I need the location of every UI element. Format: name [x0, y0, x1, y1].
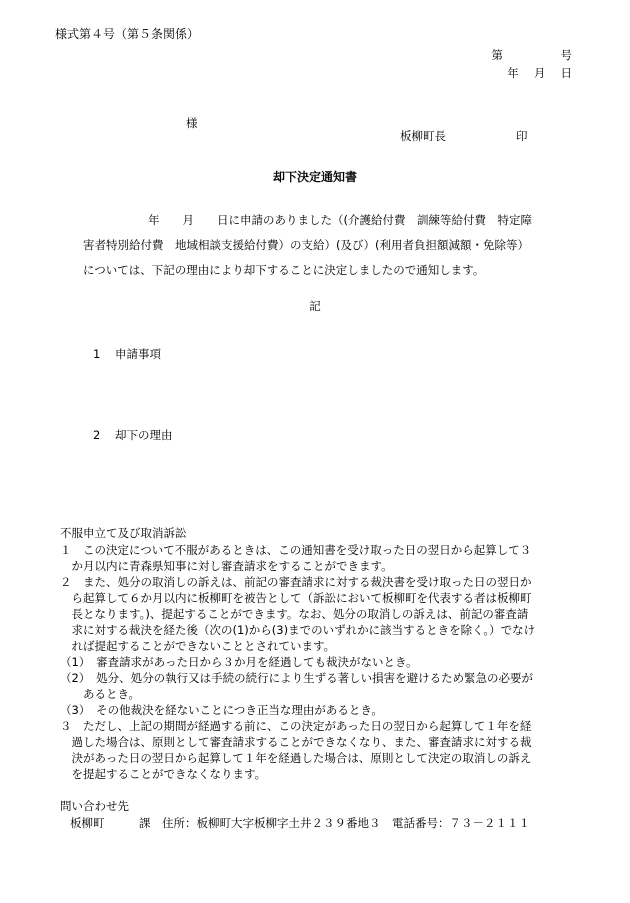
seal-mark: 印 — [516, 129, 528, 143]
appeal-line: あるとき。 — [60, 687, 141, 701]
document-title: 却下決定通知書 — [272, 170, 357, 184]
appeal-line: 求に対する裁決を経た後（次の(1)から(3)までのいずれかに該当するときを除く。）でなけ — [60, 623, 536, 637]
appeal-line: （2） 処分、処分の執行又は手続の続行により生ずる著しい損害を避けるため緊急の必要が — [60, 671, 534, 685]
appeal-line: 長となります。)、提起することができます。なお、処分の取消しの訴えは、前記の審査請 — [60, 607, 529, 621]
item-number: 1 — [93, 347, 101, 361]
body-line: については、下記の理由により却下することに決定しましたので通知します。 — [83, 263, 485, 277]
appeal-line: １ この決定について不服があるときは、この通知書を受け取った日の翌日から起算して３ — [60, 543, 532, 557]
addressee-honorific: 様 — [186, 116, 198, 130]
item-application — [93, 349, 161, 361]
appeal-line: を提起することができなくなります。 — [60, 767, 267, 781]
appeal-line: ３ ただし、上記の期間が経過する前に、この決定があった日の翌日から起算して１年を経 — [60, 719, 532, 733]
appeal-line: （3） その他裁決を経ないことにつき正当な理由があるとき。 — [60, 703, 383, 717]
item-number: 2 — [93, 428, 101, 442]
item-label: 申請事項 — [115, 347, 161, 361]
appeal-line: ２ また、処分の取消しの訴えは、前記の審査請求に対する裁決書を受け取った日の翌日か — [60, 575, 532, 589]
appeal-line: 決があった日の翌日から起算して１年を経過した場合は、原則として決定の取消しの訴え — [60, 751, 532, 765]
appeal-line: 過した場合は、原則として審査請求することができなくなり、また、審査請求に対する裁 — [60, 735, 532, 749]
body-line: 害者特別給付費 地域相談支援給付費）の支給）(及び）(利用者負担額減額・免除等） — [83, 238, 529, 252]
item-rejection-reason — [93, 430, 173, 442]
issuer-title: 板柳町長 — [400, 129, 446, 143]
body-line: 年 月 日に申請のありました（(介護給付費 訓練等給付費 特定障 — [148, 213, 532, 227]
ki-heading: 記 — [309, 299, 321, 313]
appeal-line: （1） 審査請求があった日から３か月を経過しても裁決がないとき。 — [60, 655, 418, 669]
item-label: 却下の理由 — [115, 428, 173, 442]
appeal-heading: 不服申立て及び取消訴訟 — [60, 526, 187, 540]
appeal-line: れば提起することができないこととされています。 — [60, 639, 336, 653]
document-number: 第 号 — [491, 48, 572, 62]
contact-details: 板柳町 課 住所：板柳町大字板柳字土井２３９番地３ 電話番号：７３－２１１１ — [70, 816, 530, 830]
form-number: 様式第４号（第５条関係） — [55, 27, 200, 41]
appeal-line: か月以内に青森県知事に対し審査請求をすることができます。 — [60, 559, 393, 573]
contact-heading: 問い合わせ先 — [60, 799, 129, 813]
issuer — [400, 131, 528, 143]
document-date: 年 月 日 — [507, 66, 572, 80]
appeal-line: ら起算して６か月以内に板柳町を被告として（訴訟において板柳町を代表する者は板柳町 — [60, 591, 532, 605]
